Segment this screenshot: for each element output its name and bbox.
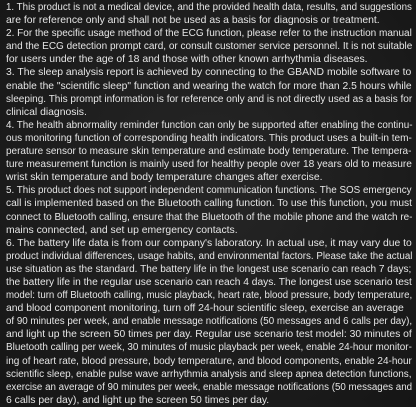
text-line: and the ECG detection prompt card, or consult customer service personnel. It is not suitable: [6, 41, 413, 53]
text-line: wrist skin temperature and body temperature changes after exercise.: [6, 172, 323, 184]
text-line: 6. The battery life data is from our company's laboratory. In actual use, it may vary due to: [6, 237, 412, 249]
text-line: use situation as the standard. The battery life in the longest use scenario can reach 7 days;: [6, 263, 412, 275]
text-line: product individual differences, usage habits, and environmental factors. Please take the actual: [6, 250, 413, 262]
text-line: the battery life in the regular use scenario can reach 4 days. The longest use scenario test: [6, 276, 412, 288]
text-line: of 90 minutes per week, and enable message notifications (50 messages and 6 calls per day),: [6, 316, 413, 328]
text-line: ture measurement function is mainly used for healthy people over 18 years old to measure: [6, 159, 412, 171]
text-line: ous monitoring function of corresponding health indicators. This product uses a built-in tem-: [6, 132, 412, 144]
text-line: 4. The health abnormality reminder function can only be supported after enabling the continu-: [6, 119, 413, 131]
text-line: 2. For the specific usage method of the ECG function, please refer to the instruction manual: [6, 28, 412, 40]
text-line: 3. The sleep analysis report is achieved by connecting to the GBAND mobile software to: [6, 67, 412, 79]
text-line: model: turn off Bluetooth calling, music playback, heart rate, blood pressure, body temperature,: [6, 290, 413, 302]
text-line: and light up the screen 50 times per day. Regular use scenario test model: 30 minutes of: [6, 329, 412, 341]
text-line: connect to Bluetooth calling, ensure that the Bluetooth of the mobile phone and the watch re-: [6, 211, 413, 223]
text-line: enable the "scientific sleep" function and wearing the watch for more than 2.5 hours while: [6, 80, 412, 92]
text-line: and blood component monitoring, turn off 24-hour scientific sleep, exercise an average: [6, 303, 404, 315]
text-line: 6 calls per day), and light up the screen 50 times per day.: [6, 394, 270, 406]
text-line: Bluetooth calling per week, 30 minutes of music playback per week, enable 24-hour monitor-: [6, 342, 412, 354]
text-line: scientific sleep, enable pulse wave arrhythmia analysis and sleep apnea detection functions,: [6, 368, 412, 380]
text-line: ing of heart rate, blood pressure, body temperature, and blood components, enable 24-hour: [6, 355, 412, 367]
text-line: clinical diagnosis.: [6, 106, 87, 118]
text-line: mains connected, and set up emergency contacts.: [6, 224, 238, 236]
text-line: sleeping. This prompt information is for reference only and is not directly used as a basis for: [6, 93, 413, 105]
text-line: exercise an average of 90 minutes per week, enable message notifications (50 messages and: [6, 381, 413, 393]
text-line: perature sensor to measure skin temperature and estimate body temperature. The tempera-: [6, 146, 412, 158]
text-line: 5. This product does not support independent communication functions. The SOS emergency: [6, 185, 412, 197]
text-line: 1. This product is not a medical device, and the provided health data, results, and suggestions: [6, 2, 412, 13]
text-line: for users under the age of 18 and those with other known arrhythmia diseases.: [6, 54, 368, 66]
text-line: are for reference only and shall not be used as a basis for diagnosis or treatment.: [6, 15, 380, 27]
text-line: call is implemented based on the Bluetooth calling function. To use this function, you must: [6, 198, 413, 210]
